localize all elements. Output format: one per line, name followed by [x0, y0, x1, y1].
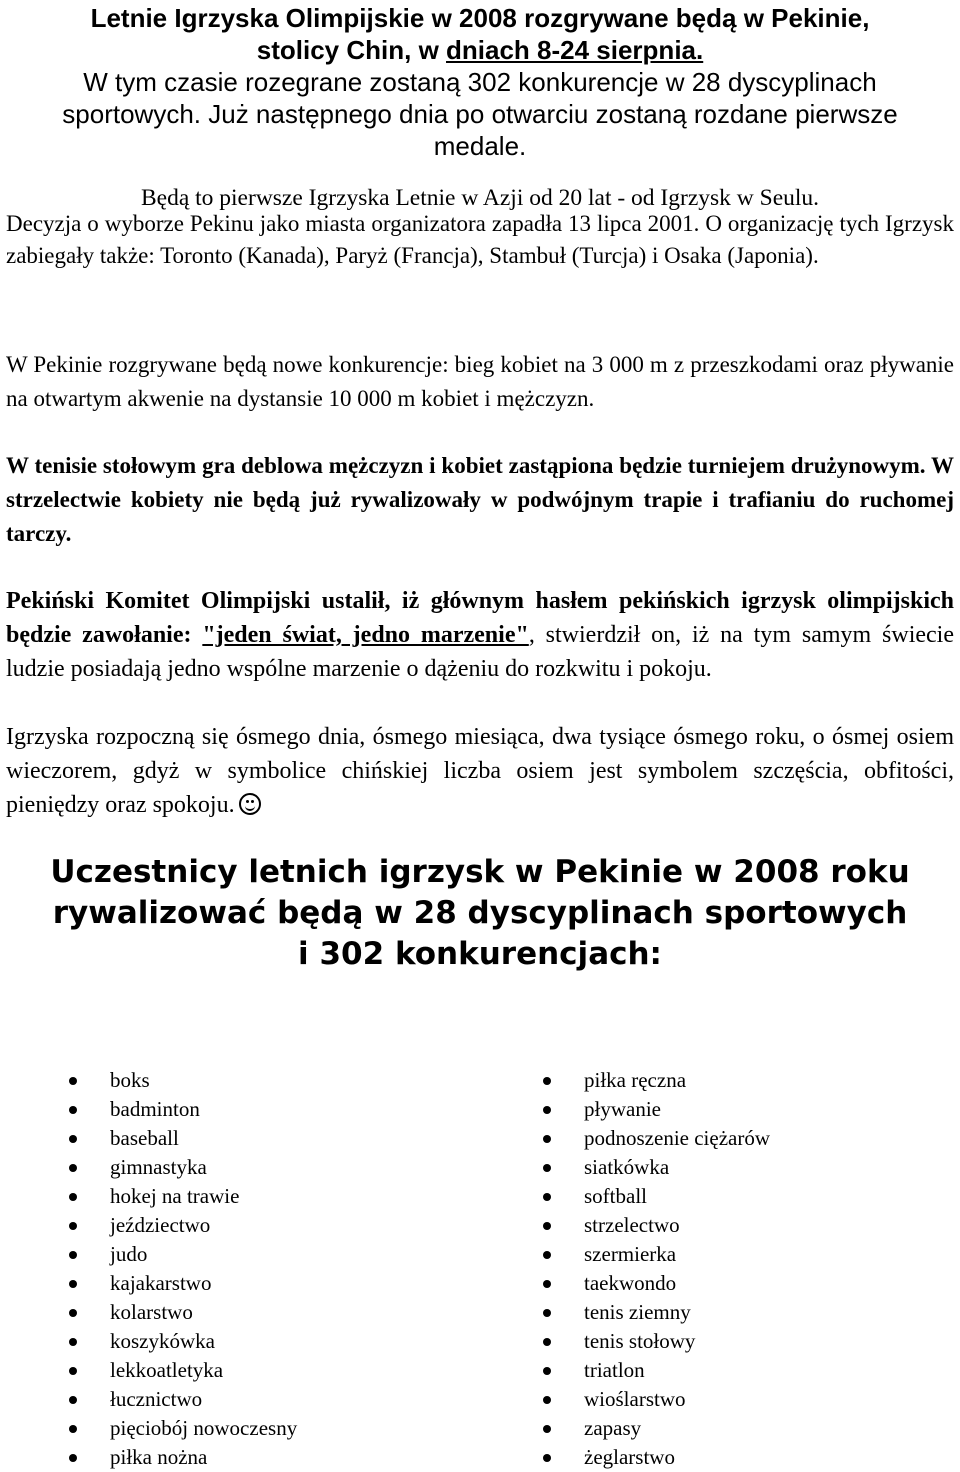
disciplines-list-right — [540, 1066, 770, 1472]
bullet-icon — [543, 1164, 551, 1172]
heading-line-1: Uczestnicy letnich igrzysk w Pekinie w 2008 roku — [50, 854, 910, 890]
list-item-label: triatlon — [584, 1358, 645, 1382]
bullet-icon — [69, 1077, 77, 1085]
smiley-icon — [239, 793, 261, 815]
list-item-label: judo — [110, 1242, 148, 1266]
bullet-icon — [69, 1280, 77, 1288]
bullet-icon — [543, 1222, 551, 1230]
bullet-icon — [543, 1280, 551, 1288]
list-item-label: kajakarstwo — [110, 1271, 212, 1295]
list-item — [66, 1240, 297, 1269]
heading-line-3: i 302 konkurencjach: — [298, 936, 662, 972]
intro-line-3: W tym czasie rozegrane zostaną 302 konkurencje w 28 dyscyplinach — [83, 67, 877, 97]
list-item-label: szermierka — [584, 1242, 677, 1266]
list-item-label: softball — [584, 1184, 647, 1208]
list-item-label: taekwondo — [584, 1271, 677, 1295]
bullet-icon — [69, 1396, 77, 1404]
list-item — [540, 1443, 770, 1472]
list-item-label: łucznictwo — [110, 1387, 203, 1411]
bullet-icon — [543, 1454, 551, 1462]
list-item-label: strzelectwo — [584, 1213, 680, 1237]
bullet-icon — [543, 1135, 551, 1143]
bullet-icon — [69, 1454, 77, 1462]
motto-intro: Pekiński Komitet Olimpijski ustalił, iż głównym hasłem pekińskich igrzysk olimpijskich będzie zawołanie: — [6, 588, 954, 648]
title-line-1: Letnie Igrzyska Olimpijskie w 2008 rozgrywane będą w Pekinie, — [90, 3, 870, 33]
motto-quote: "jeden świat, jedno marzenie" — [202, 622, 529, 648]
bullet-icon — [543, 1251, 551, 1259]
list-item-label: baseball — [110, 1126, 179, 1150]
list-item — [540, 1356, 770, 1385]
list-item — [66, 1356, 297, 1385]
list-item — [66, 1327, 297, 1356]
bullet-icon — [69, 1338, 77, 1346]
list-item — [66, 1414, 297, 1443]
bullet-icon — [69, 1425, 77, 1433]
bullet-icon — [69, 1367, 77, 1375]
list-item — [540, 1240, 770, 1269]
dates-link[interactable]: dniach 8-24 sierpnia. — [446, 35, 704, 65]
list-item-label: koszykówka — [110, 1329, 215, 1353]
list-item — [66, 1182, 297, 1211]
bullet-icon — [543, 1106, 551, 1114]
paragraph-changes: W tenisie stołowym gra deblowa mężczyzn i kobiet zastąpiona będzie turniejem drużynowym. W strzelectwie kobiety nie będą już rywalizowały w podwójnym trapie i trafianiu do ruchomej tarczy. — [6, 453, 954, 546]
list-item — [540, 1327, 770, 1356]
bullet-icon — [69, 1251, 77, 1259]
bullet-icon — [543, 1309, 551, 1317]
bullet-icon — [543, 1077, 551, 1085]
list-item — [540, 1385, 770, 1414]
bullet-icon — [69, 1222, 77, 1230]
list-item-label: piłka ręczna — [584, 1068, 687, 1092]
list-item-label: wioślarstwo — [584, 1387, 686, 1411]
list-item-label: badminton — [110, 1097, 200, 1121]
bullet-icon — [543, 1396, 551, 1404]
paragraph-decision: Decyzja o wyborze Pekinu jako miasta organizatora zapadła 13 lipca 2001. O organizację tych Igrzysk zabiegały także: Toronto (Kanada), Paryż (Francja), Stambuł (Turcja) i Osaka (Japonia). — [6, 211, 954, 268]
list-item — [66, 1124, 297, 1153]
paragraph-motto — [6, 584, 954, 686]
list-item-label: piłka nożna — [110, 1445, 208, 1469]
list-item-label: lekkoatletyka — [110, 1358, 224, 1382]
paragraph-new-events: W Pekinie rozgrywane będą nowe konkurencje: bieg kobiet na 3 000 m z przeszkodami oraz pływanie na otwartym akwenie na dystansie 10 000 m kobiet i mężczyzn. — [6, 352, 954, 411]
list-item — [540, 1095, 770, 1124]
list-item-label: kolarstwo — [110, 1300, 193, 1324]
paragraph-asia: Będą to pierwsze Igrzyska Letnie w Azji od 20 lat - od Igrzysk w Seulu. — [140, 185, 820, 211]
list-item-label: pływanie — [584, 1097, 661, 1121]
bullet-icon — [69, 1135, 77, 1143]
list-item-label: żeglarstwo — [584, 1445, 675, 1469]
bullet-icon — [543, 1193, 551, 1201]
list-item — [66, 1211, 297, 1240]
bullet-icon — [69, 1164, 77, 1172]
motto-rest: , stwierdził on, iż na tym samym świecie ludzie posiadają jedno wspólne marzenie o dążeniu do rozkwitu i pokoju. — [6, 622, 954, 682]
list-item — [540, 1211, 770, 1240]
bullet-icon — [69, 1106, 77, 1114]
intro-block — [6, 2, 954, 162]
list-item-label: jeździectwo — [110, 1213, 211, 1237]
bullet-icon — [543, 1338, 551, 1346]
list-item — [66, 1385, 297, 1414]
list-item-label: siatkówka — [584, 1155, 670, 1179]
list-item — [66, 1066, 297, 1095]
bullet-icon — [543, 1367, 551, 1375]
list-item — [66, 1298, 297, 1327]
eight-text: Igrzyska rozpoczną się ósmego dnia, ósmego miesiąca, dwa tysiące ósmego roku, o ósmej osiem wieczorem, gdyż w symbolice chińskiej liczba osiem jest symbolem szczęścia, obfitości, pieniędzy oraz spokoju. — [6, 724, 954, 818]
paragraph-eight — [6, 720, 954, 822]
bullet-icon — [543, 1425, 551, 1433]
list-item-label: tenis stołowy — [584, 1329, 696, 1353]
title-line-2-prefix: stolicy Chin, w — [256, 35, 447, 65]
list-item — [540, 1269, 770, 1298]
list-item-label: hokej na trawie — [110, 1184, 240, 1208]
list-item-label: zapasy — [584, 1416, 642, 1440]
list-item — [66, 1443, 297, 1472]
list-item-label: podnoszenie ciężarów — [584, 1126, 770, 1150]
list-item-label: boks — [110, 1068, 150, 1092]
list-item — [540, 1153, 770, 1182]
list-item — [66, 1269, 297, 1298]
participants-heading — [0, 852, 960, 975]
bullet-icon — [69, 1193, 77, 1201]
list-item-label: tenis ziemny — [584, 1300, 691, 1324]
list-item — [540, 1124, 770, 1153]
disciplines-list-left — [66, 1066, 297, 1472]
list-item — [540, 1414, 770, 1443]
list-item-label: pięciobój nowoczesny — [110, 1416, 298, 1440]
bullet-icon — [69, 1309, 77, 1317]
list-item — [66, 1095, 297, 1124]
title-line-2 — [6, 34, 954, 66]
list-item — [540, 1298, 770, 1327]
heading-line-2: rywalizować będą w 28 dyscyplinach sportowych — [52, 895, 908, 931]
list-item-label: gimnastyka — [110, 1155, 207, 1179]
list-item — [540, 1066, 770, 1095]
intro-line-5: medale. — [433, 131, 527, 161]
intro-line-4: sportowych. Już następnego dnia po otwarciu zostaną rozdane pierwsze — [62, 99, 898, 129]
list-item — [66, 1153, 297, 1182]
list-item — [540, 1182, 770, 1211]
